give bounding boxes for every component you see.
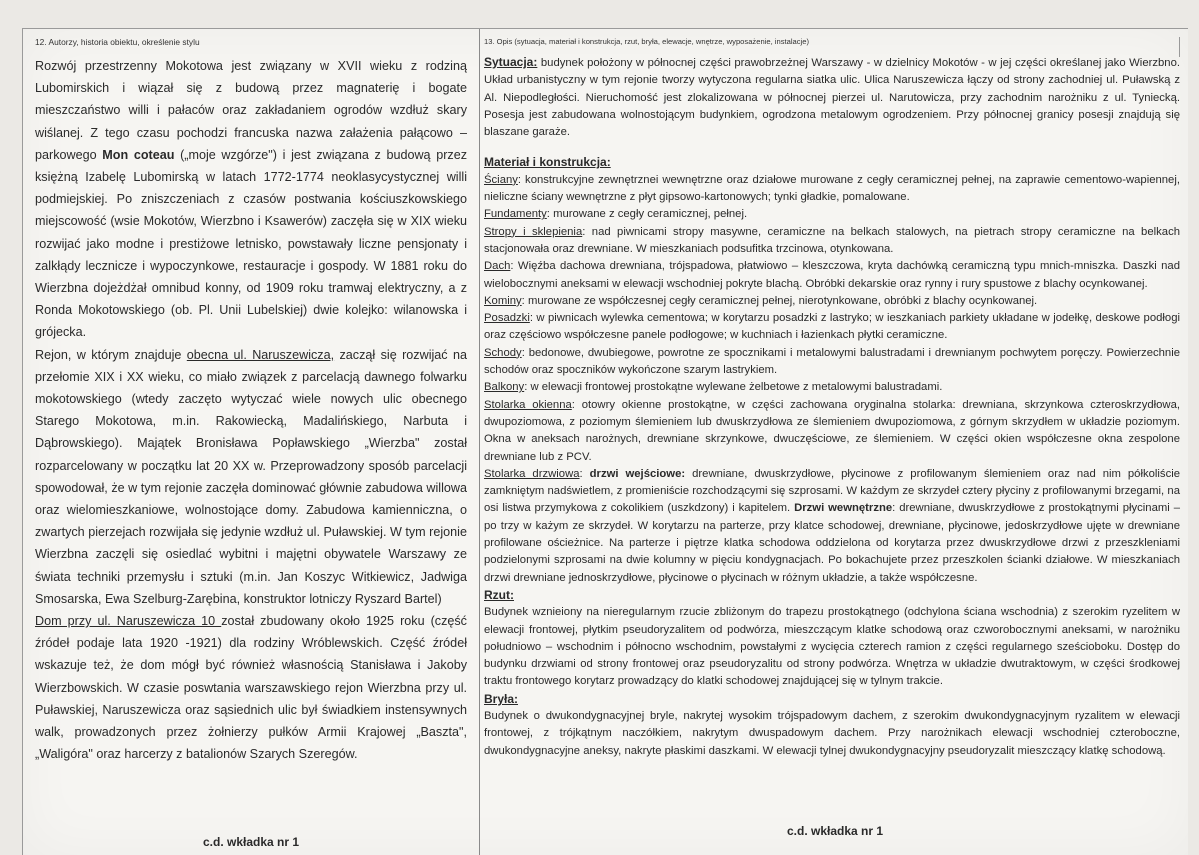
text-run: Rejon, w którym znajduje xyxy=(35,347,187,362)
left-paragraph-2 xyxy=(35,344,467,610)
bryla-paragraph: Budynek o dwukondygnacyjnej bryle, nakrytej wysokim trójspadowym dachem, z szerokim dwukondygnacyjnym ryzalitem w elewacji frontowej, z trójkątnym naczółkiem, nakrytym dwuspadowym dachem. Przy narożnikach elewacji wschodniej czteroboczne, dwukondygnacyjne aneksy, nakryte płaskimi daszkami. W elewacji tylnej dwukondygnacyjny pseudoryzalit mieszczący klatkę schodową. xyxy=(484,709,1180,757)
item-label: Schody xyxy=(484,346,522,359)
item-text: : Więźba dachowa drewniana, trójspadowa, płatwiowo – kleszczowa, kryta dachówką ceramiczną typu mnich-mniszka. Daszki nad wielobocznymi aneksami w elewacji wschodniej pokryte blachą. Obróbki dekarskie oraz rynny i rury spustowe z blachy ocynkowanej. xyxy=(484,260,1180,290)
item-label: Ściany xyxy=(484,173,518,186)
rzut-paragraph: Budynek wznieiony na nieregularnym rzucie zbliżonym do trapezu prostokątnego (odchylona ściana wschodnia) z szerokim ryzelitem w elewacji frontowej, płytkim pseudoryzalitem od podwórza, mieszczącym klatke schodową oraz czworobocznymi aneksami, w narożniku południowo – wschodnim i północno wschodnim, powstałymi z wycięcia czterech ramion z części regularnego sześcioboku. Dostęp do budynku drzwiami od strony frontowej oraz pseudoryzalitu od strony podwórza. Wnętrza w układzie dwutraktowym, w części środkowej traktu frontowego korytarz prowadzący do klatki schodowej znajdującej się w tylnym trakcie. xyxy=(484,606,1180,688)
text-run: Rozwój przestrzenny Mokotowa jest związany w XVII wieku z rodziną Lubomirskich i wiązał się z budową przez magnaterię i bogate mieszczaństwo willi i pałaców oraz zakładaniem ogrodów wzdłuż skary wiślanej. Z tego czasu pochodzi francuska nazwa załażenia pałącowo – parkowego xyxy=(35,59,467,162)
material-item xyxy=(484,293,1180,310)
left-footer: c.d. wkładka nr 1 xyxy=(203,835,300,849)
text-run: : drewniane, dwuskrzydłowe z prostokątnymi płycinami – po trzy w każym ze skrzydeł. W korytarzu na parterze, przy klatce schodowej, drewniane, płycinowe, jedoskrzydłowe ujęte w drewniane profilowane ościeżnice. Na parterze i piętrze klatka schodowa oddzielona od korytarza przez dwuskrzydłowe drzwi z przeszkleniami podzielonymi szprosami na dwie kolumny w pięciu kondygnacjach. Po bokachujete przez przeszkolen ścianki działowe. W mieszkaniach drzwi drewniane jednoskrzydłowe, płycinowe o płycinach w różnym układzie, a także współczesne. xyxy=(484,502,1180,584)
drzwi-wejsciowe-bold: drzwi wejściowe: xyxy=(589,467,686,480)
material-item xyxy=(484,224,1180,259)
sytuacja-text: budynek położony w północnej części prawobrzeżnej Warszawy - w dzielnicy Mokotów - w jej części określanej jako Wierzbno. Układ urbanistyczny w tym rejonie tworzy wytyczona regularna siatka ulic. Ulica Naruszewicza łączy od strony zachodniej ul. Puławską z Al. Niepodległości. Nieruchomość jest zlokalizowana w północnej pierzei ul. Narutowicza, przy zachodnim narożniku z ul. Tyniecką. Posesja jest zabudowana wolnostojącym budynkiem, ogrodzona metalowym ogrodzeniem. Przy północnej granicy posesji znajdują się blaszane garaże. xyxy=(484,57,1180,139)
item-label: Balkony xyxy=(484,381,525,394)
item-text: : otowry okienne prostokątne, w części zachowana oryginalna stolarka: drewniana, skrzynkowa czteroskrzydłowa, dwupoziomowa, z poziomym ślemieniem lub dwuskrzydłowa ze ślemieniem dwupoziomowa, z górnym skrzydłem w układzie poziomym. Okna w aneksach narożnych, drewniane skrzynkowe, dwuczęściowe, ze ślemieniem. W części okien współczesne okna zespolone drewniane lub z PCV. xyxy=(484,398,1181,463)
item-text: : murowane z cegły ceramicznej, pełnej. xyxy=(546,208,748,221)
material-items xyxy=(484,172,1180,466)
mon-coteau-bold: Mon coteau xyxy=(102,147,175,162)
stolarka-drzwiowa-paragraph xyxy=(484,466,1180,587)
naruszewicza-underlined: obecna ul. Naruszewicza, xyxy=(186,347,335,362)
left-column xyxy=(35,35,467,766)
left-paragraph-3 xyxy=(35,610,467,765)
rzut-title: Rzut: xyxy=(484,587,514,602)
material-item xyxy=(484,310,1180,345)
dom-naruszewicza-underlined: Dom przy ul. Naruszewicza 10 xyxy=(35,614,222,629)
item-label: Stolarka okienna xyxy=(484,398,572,411)
material-title: Materiał i konstrukcja: xyxy=(484,155,611,170)
material-item xyxy=(484,172,1180,207)
text-run: drewniane, dwuskrzydłowe, płycinowe z profilowanym ślemieniem oraz nad nim półkoliście zamkniętym nadświetlem, z promieniście rozchodzącymi się szprosami. W każdym ze skrzydeł cztery płyciny z profilowanymi brzegami, na osi listwa przymykowa z cokolikiem (uszkdzony) i kapitelem. xyxy=(484,467,1181,515)
section-13-header: 13. Opis (sytuacja, materiał i konstrukcja, rzut, bryła, elewacje, wnętrze, wyposażenie, instalacje) xyxy=(484,37,809,46)
section-12-header: 12. Autorzy, historia obiektu, określenie stylu xyxy=(35,37,200,47)
text-run: zaczął się rozwijać na przełomie XIX i XX wieku, co miało związek z parcelacją dawnego folwarku mokotowskiego (wtedy zaczęto wytyczać wiele nowych ulic obecnego Starego Mokotowa, m.in. Rakowiecką, Madalińskiego, Narbuta i Dąbrowskiego). Majątek Bronisława Popławskiego „Wierzba" został rozparcelowany w początku lat 20 XX w. Przeprowadzony sposób parcelacji spowodował, że w tym rejonie zaczęła dominować głównie zabudowa willowa oraz wielomieszkaniowe, wolnostojące domy. Zabudowa kamienniczna, o zwartych pierzejach rozwijała się jedynie wzdłuż ul. Puławskiej. W tym rejonie Wierzbna zaczęli się osiedlać wybitni i majętni obywatele Warszawy ze świata techniki przemysłu i sztuki (m.in. Jan Koszyc Witkiewicz, Jadwiga Smosarska, Ewa Szelburg-Zarębina, konstruktor lotniczy Ryszard Bartel) xyxy=(35,347,467,606)
material-item xyxy=(484,379,1180,396)
item-label: Dach xyxy=(484,260,511,273)
sytuacja-paragraph xyxy=(484,54,1180,141)
text-run: został zbudowany około 1925 roku (część źródeł podaje lata 1920 -1921) dla rodziny Wróblewskich. Część źródeł wskazuje też, że dom mógł być również własnością Stanisława i Jakoby Wierzbowskich. W czasie poswtania warszawskiego rejon Wierzbna przy ul. Puławskiej, Naruszewicza oraz sąsiednich ulic był świadkiem instensywnych walk, prowadzonych przez żołnierzy pułków Armii Krajowej „Baszta", „Waligóra" oraz harcerzy z batalionów Szarych Szeregów. xyxy=(35,614,467,762)
item-text: : nad piwnicami stropy masywne, ceramiczne na belkach stalowych, na pietrach stropy ceramiczne na belkach stacjonowała oraz drewniane. W mieszkaniach podsufitka trzcinowa, otynkowana. xyxy=(484,225,1180,255)
right-footer: c.d. wkładka nr 1 xyxy=(787,824,884,838)
right-column xyxy=(484,35,1180,760)
material-item xyxy=(484,397,1180,466)
item-text: : w elewacji frontowej prostokątne wylewane żelbetowe z metalowymi balustradami. xyxy=(524,381,943,394)
drzwi-label: Stolarka drzwiowa xyxy=(484,467,580,480)
item-text: : bedonowe, dwubiegowe, powrotne ze spocznikami i metalowymi balustradami i drewnianym pochwytem poręczy. Powierzechnie schodów oraz spoczników wykończone szarym lastrykiem. xyxy=(484,346,1180,377)
material-item xyxy=(484,258,1180,293)
document-sheet xyxy=(22,28,1188,855)
bryla-title: Bryła: xyxy=(484,691,519,706)
drzwi-wewnetrzne-bold: Drzwi wewnętrzne xyxy=(794,502,893,515)
material-item xyxy=(484,206,1180,223)
item-text: : w piwnicach wylewka cementowa; w korytarzu posadzki z lastryko; w ieszkaniach parkiety układane w jodełkę, deskowe podłogi oraz częściowo współczesne panele podłogowe; w kuchniach i łazienkach płytki ceramiczne. xyxy=(484,312,1180,342)
left-paragraph-1 xyxy=(35,55,467,344)
material-item xyxy=(484,345,1180,380)
text-run: („moje wzgórze") i jest związana z budową przez księżną Izabelę Lubomirską w latach 1772-1774 neoklasycystycznej willi podmiejskiej. Po zniszczeniach z czasów postwania kościuszkowskiego miejscowość (wsie Mokotów, Wierzbno i Ksawerów) zaczęła się w XIX wieku rozwijać jako modne i prestiżowe letnisko, powstawały liczne pensjonaty i zalkłądy lecznicze i wypoczynkowe, restauracje i gospody. W 1881 roku do Wierzbna dojeżdżał omnibud konny, od 1909 roku tramwaj elektryczny, a z Ronda Mokotowskiego (ob. Pl. Unii Lubelskiej) dwie kolejko: wilanowska i grójecka. xyxy=(35,147,468,340)
sytuacja-label: Sytuacja: xyxy=(484,55,538,69)
item-text: : murowane ze współczesnej cegły ceramicznej pełnej, nierotynkowane, obróbki z blachy ocynkowanej. xyxy=(521,294,1038,307)
item-label: Stropy i sklepienia xyxy=(484,225,583,238)
item-text: : konstrukcyjne zewnętrznei wewnętrzne oraz działowe murowane z cegły ceramicznej pełnej, na zaprawie cementowo-wapiennej, nieliczne ściany wewnętrzne z płyt gipsowo-kartonowych; tynki gładkie, pomalowane. xyxy=(484,173,1180,204)
spacer xyxy=(484,141,1180,154)
item-label: Kominy xyxy=(484,294,522,307)
text-run: : xyxy=(579,467,590,480)
item-label: Posadzki xyxy=(484,312,530,325)
column-divider xyxy=(479,29,480,855)
item-label: Fundamenty xyxy=(484,208,547,221)
